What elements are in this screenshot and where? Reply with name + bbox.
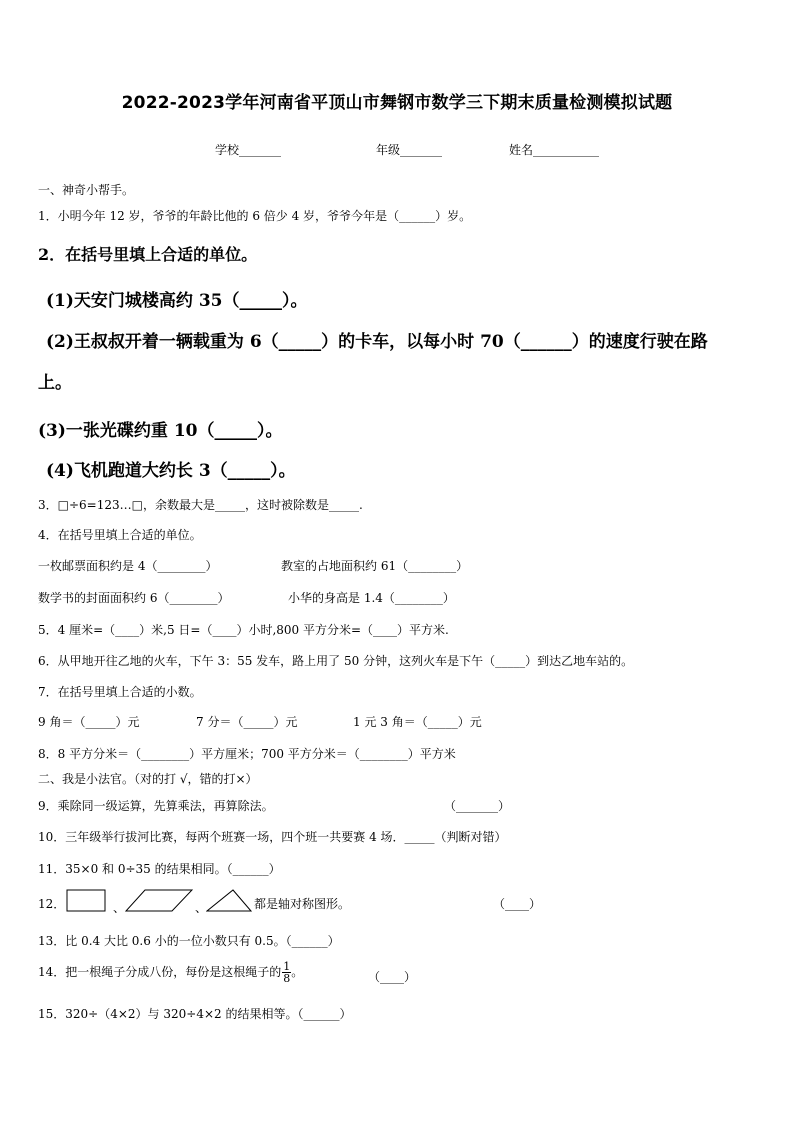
question-12-number: 12． xyxy=(38,897,66,911)
school-field: 学校_______ xyxy=(215,143,282,157)
question-10: 10．三年级举行拔河比赛，每两个班赛一场，四个班一共要赛 4 场．_____（判断对错） xyxy=(38,830,507,844)
question-15: 15．320÷（4×2）与 320÷4×2 的结果相等。（______） xyxy=(38,1007,352,1021)
grade-field: 年级_______ xyxy=(376,143,443,157)
question-4-c: 数学书的封面面积约 6（________） xyxy=(38,591,230,605)
question-2-part-2: (2)王叔叔开着一辆载重为 6（_____）的卡车，以每小时 70（______）的速度行驶在路 xyxy=(46,332,708,352)
rectangle-figure xyxy=(66,889,106,913)
question-4-b: 教室的占地面积约 61（________） xyxy=(281,559,469,573)
question-12-text: 都是轴对称图形。 xyxy=(254,897,351,911)
parallelogram-figure xyxy=(125,889,193,913)
fraction-one-eighth xyxy=(282,961,291,984)
question-14-blank: （____） xyxy=(368,970,417,984)
question-1: 1．小明今年 12 岁，爷爷的年龄比他的 6 倍少 4 岁，爷爷今年是（______）岁。 xyxy=(38,209,472,223)
question-4-d: 小华的身高是 1.4（________） xyxy=(288,591,455,605)
triangle-figure xyxy=(206,889,252,913)
question-14-text: 14．把一根绳子分成八份，每份是这根绳子的 xyxy=(38,965,282,979)
question-2-part-3: (3)一张光碟约重 10（_____）。 xyxy=(38,421,283,441)
question-14-tail: 。 xyxy=(291,965,304,979)
question-13: 13．比 0.4 大比 0.6 小的一位小数只有 0.5。（______） xyxy=(38,934,340,948)
question-2-part-2-cont: 上。 xyxy=(38,373,72,393)
question-9: 9．乘除同一级运算，先算乘法，再算除法。 xyxy=(38,799,274,813)
name-field: 姓名___________ xyxy=(509,143,600,157)
section-2-heading: 二、我是小法官。（对的打 √，错的打×） xyxy=(38,772,258,786)
question-12-separator-1: 、 xyxy=(113,901,126,915)
question-7-c: 1 元 3 角＝（_____）元 xyxy=(353,715,482,729)
fraction-numerator: 1 xyxy=(283,960,291,973)
question-11: 11．35×0 和 0÷35 的结果相同。（______） xyxy=(38,862,281,876)
page-title: 2022-2023学年河南省平顶山市舞钢市数学三下期末质量检测模拟试题 xyxy=(121,93,673,113)
question-6: 6．从甲地开往乙地的火车，下午 3：55 发车，路上用了 50 分钟，这列火车是下午（_____）到达乙地车站的。 xyxy=(38,654,634,668)
section-1-heading: 一、神奇小帮手。 xyxy=(38,183,135,197)
question-2-stem: 2．在括号里填上合适的单位。 xyxy=(38,245,258,264)
question-12-blank: （____） xyxy=(493,897,542,911)
question-3: 3．□÷6=123…□，余数最大是_____，这时被除数是_____. xyxy=(38,498,363,512)
question-7-stem: 7．在括号里填上合适的小数。 xyxy=(38,685,202,699)
question-12-separator-2: 、 xyxy=(195,901,208,915)
question-9-blank: （_______） xyxy=(444,799,511,813)
question-2-part-1: (1)天安门城楼高约 35（_____）。 xyxy=(46,291,308,311)
question-4-a: 一枚邮票面积约是 4（________） xyxy=(38,559,218,573)
fraction-denominator: 8 xyxy=(283,972,291,985)
question-7-a: 9 角＝（_____）元 xyxy=(38,715,140,729)
question-4-stem: 4．在括号里填上合适的单位。 xyxy=(38,528,202,542)
question-8: 8．8 平方分米＝（________）平方厘米；700 平方分米＝（________）平方米 xyxy=(38,747,456,761)
question-2-part-4: (4)飞机跑道大约长 3（_____）。 xyxy=(46,461,296,481)
question-7-b: 7 分＝（_____）元 xyxy=(196,715,298,729)
question-14 xyxy=(38,961,303,984)
question-5: 5．4 厘米=（____）米,5 日=（____）小时,800 平方分米=（____）平方米. xyxy=(38,623,449,637)
